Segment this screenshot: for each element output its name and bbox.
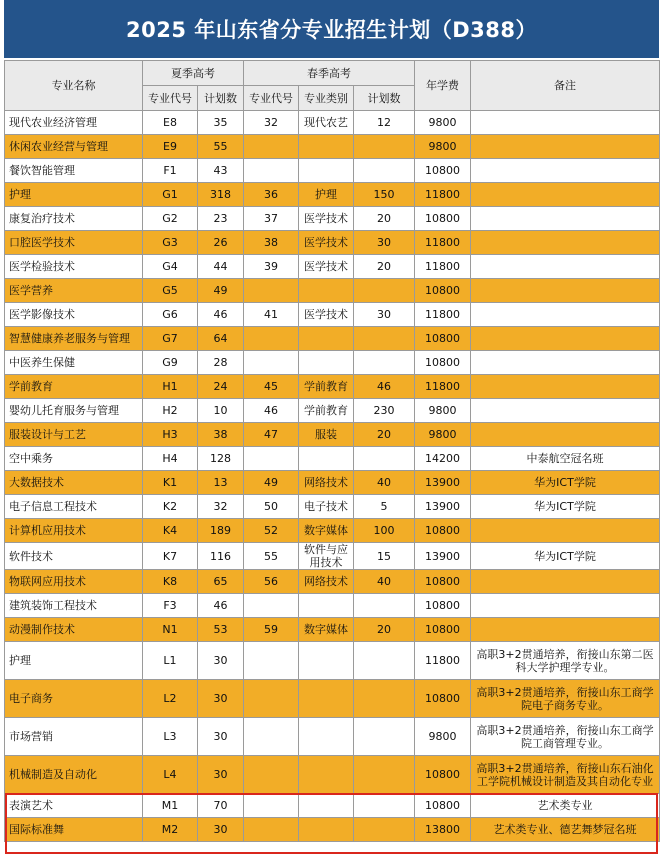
cell-major: 机械制造及自动化 [5,756,143,794]
table-row [5,399,660,423]
table-row [5,794,660,818]
cell-spring-plan: 20 [354,207,415,231]
cell-tuition: 13800 [415,818,471,842]
cell-spring-plan: 46 [354,375,415,399]
cell-spring-category: 网络技术 [299,570,354,594]
cell-spring-code: 39 [244,255,299,279]
cell-note [471,594,660,618]
header-summer-code: 专业代号 [143,86,198,111]
cell-spring-code: 32 [244,111,299,135]
header-major: 专业名称 [5,61,143,111]
cell-summer-plan: 53 [198,618,244,642]
cell-spring-category: 数字媒体 [299,519,354,543]
cell-summer-plan: 44 [198,255,244,279]
cell-spring-plan: 20 [354,618,415,642]
table-row [5,423,660,447]
cell-spring-plan [354,447,415,471]
cell-spring-category: 护理 [299,183,354,207]
cell-summer-plan: 24 [198,375,244,399]
header-spring-category: 专业类别 [299,86,354,111]
table-row [5,594,660,618]
table-row [5,327,660,351]
table-row [5,351,660,375]
cell-summer-code: K2 [143,495,198,519]
cell-summer-plan: 189 [198,519,244,543]
cell-spring-plan [354,680,415,718]
cell-summer-code: L1 [143,642,198,680]
table-row [5,207,660,231]
cell-note: 华为ICT学院 [471,495,660,519]
cell-summer-code: L4 [143,756,198,794]
table-row [5,818,660,842]
cell-summer-code: F1 [143,159,198,183]
cell-spring-plan: 30 [354,231,415,255]
cell-note [471,207,660,231]
cell-major: 护理 [5,183,143,207]
cell-spring-category [299,159,354,183]
cell-spring-code [244,642,299,680]
cell-spring-code [244,327,299,351]
table-body [5,111,660,842]
table-row [5,642,660,680]
cell-summer-plan: 318 [198,183,244,207]
cell-spring-plan: 5 [354,495,415,519]
cell-spring-category: 现代农艺 [299,111,354,135]
cell-summer-code: L3 [143,718,198,756]
cell-summer-plan: 128 [198,447,244,471]
cell-summer-code: H2 [143,399,198,423]
cell-spring-code [244,680,299,718]
cell-note: 艺术类专业 [471,794,660,818]
cell-summer-plan: 28 [198,351,244,375]
table-row [5,135,660,159]
cell-spring-plan: 20 [354,423,415,447]
cell-summer-code: L2 [143,680,198,718]
header-row-group [5,61,660,86]
cell-spring-plan [354,594,415,618]
cell-summer-plan: 32 [198,495,244,519]
cell-summer-code: H3 [143,423,198,447]
cell-summer-code: G7 [143,327,198,351]
cell-spring-code: 59 [244,618,299,642]
cell-spring-category [299,135,354,159]
cell-tuition: 10800 [415,756,471,794]
cell-summer-code: H4 [143,447,198,471]
cell-spring-code [244,351,299,375]
cell-tuition: 11800 [415,231,471,255]
table-row [5,375,660,399]
cell-spring-category [299,718,354,756]
cell-major: 中医养生保健 [5,351,143,375]
cell-summer-code: G2 [143,207,198,231]
cell-tuition: 10800 [415,794,471,818]
cell-spring-category [299,279,354,303]
cell-spring-code [244,818,299,842]
cell-tuition: 10800 [415,519,471,543]
cell-spring-category [299,594,354,618]
cell-summer-code: K4 [143,519,198,543]
header-spring-exam: 春季高考 [244,61,415,86]
cell-spring-category: 电子技术 [299,495,354,519]
cell-spring-code: 49 [244,471,299,495]
cell-tuition: 10800 [415,570,471,594]
header-spring-plan: 计划数 [354,86,415,111]
cell-spring-category [299,794,354,818]
cell-summer-code: G9 [143,351,198,375]
cell-tuition: 11800 [415,255,471,279]
cell-spring-plan [354,718,415,756]
table-row [5,255,660,279]
cell-note: 高职3+2贯通培养，衔接山东第二医科大学护理学专业。 [471,642,660,680]
table-row [5,756,660,794]
cell-note: 高职3+2贯通培养，衔接山东工商学院电子商务专业。 [471,680,660,718]
cell-major: 国际标准舞 [5,818,143,842]
cell-spring-code: 41 [244,303,299,327]
cell-major: 计算机应用技术 [5,519,143,543]
cell-note [471,351,660,375]
cell-note: 高职3+2贯通培养，衔接山东石油化工学院机械设计制造及其自动化专业 [471,756,660,794]
cell-summer-code: E8 [143,111,198,135]
cell-spring-plan [354,794,415,818]
cell-spring-plan [354,159,415,183]
cell-tuition: 11800 [415,303,471,327]
cell-summer-plan: 55 [198,135,244,159]
cell-summer-code: G5 [143,279,198,303]
cell-spring-category: 医学技术 [299,255,354,279]
cell-spring-code: 36 [244,183,299,207]
cell-summer-plan: 70 [198,794,244,818]
cell-spring-code: 37 [244,207,299,231]
table-row [5,570,660,594]
cell-tuition: 9800 [415,423,471,447]
table-row [5,279,660,303]
cell-major: 软件技术 [5,543,143,570]
cell-summer-plan: 116 [198,543,244,570]
cell-spring-code: 52 [244,519,299,543]
cell-spring-category [299,818,354,842]
table-row [5,303,660,327]
cell-major: 建筑装饰工程技术 [5,594,143,618]
table-row [5,447,660,471]
cell-tuition: 11800 [415,642,471,680]
cell-spring-code [244,447,299,471]
cell-spring-category: 软件与应用技术 [299,543,354,570]
cell-major: 餐饮智能管理 [5,159,143,183]
cell-summer-plan: 46 [198,594,244,618]
cell-tuition: 14200 [415,447,471,471]
cell-spring-code: 46 [244,399,299,423]
cell-major: 物联网应用技术 [5,570,143,594]
cell-major: 服装设计与工艺 [5,423,143,447]
cell-summer-code: M1 [143,794,198,818]
table-row [5,718,660,756]
cell-major: 电子商务 [5,680,143,718]
cell-spring-category: 网络技术 [299,471,354,495]
cell-tuition: 10800 [415,594,471,618]
cell-tuition: 9800 [415,111,471,135]
cell-major: 表演艺术 [5,794,143,818]
cell-major: 学前教育 [5,375,143,399]
cell-major: 婴幼儿托育服务与管理 [5,399,143,423]
header-summer-exam: 夏季高考 [143,61,244,86]
cell-tuition: 10800 [415,159,471,183]
cell-spring-code: 55 [244,543,299,570]
cell-note [471,231,660,255]
cell-major: 康复治疗技术 [5,207,143,231]
cell-note: 艺术类专业、德艺舞梦冠名班 [471,818,660,842]
cell-summer-plan: 30 [198,680,244,718]
cell-summer-code: N1 [143,618,198,642]
cell-summer-code: G4 [143,255,198,279]
cell-spring-code: 50 [244,495,299,519]
cell-note [471,255,660,279]
cell-summer-plan: 35 [198,111,244,135]
cell-summer-plan: 65 [198,570,244,594]
table-row [5,111,660,135]
cell-summer-plan: 43 [198,159,244,183]
cell-spring-plan: 40 [354,471,415,495]
cell-major: 护理 [5,642,143,680]
cell-note [471,519,660,543]
cell-summer-plan: 49 [198,279,244,303]
cell-tuition: 13900 [415,471,471,495]
cell-spring-category: 服装 [299,423,354,447]
cell-summer-code: G6 [143,303,198,327]
cell-note: 华为ICT学院 [471,543,660,570]
cell-spring-category: 医学技术 [299,207,354,231]
cell-note [471,111,660,135]
table-row [5,159,660,183]
cell-major: 电子信息工程技术 [5,495,143,519]
cell-note [471,279,660,303]
cell-note [471,159,660,183]
cell-spring-plan: 40 [354,570,415,594]
cell-major: 医学检验技术 [5,255,143,279]
cell-note [471,570,660,594]
cell-note [471,618,660,642]
cell-spring-code [244,279,299,303]
cell-major: 口腔医学技术 [5,231,143,255]
cell-spring-plan [354,818,415,842]
cell-summer-plan: 26 [198,231,244,255]
cell-note [471,375,660,399]
table-row [5,543,660,570]
cell-tuition: 10800 [415,279,471,303]
cell-note [471,135,660,159]
cell-spring-plan: 230 [354,399,415,423]
cell-summer-plan: 30 [198,818,244,842]
cell-tuition: 9800 [415,718,471,756]
cell-tuition: 11800 [415,375,471,399]
cell-spring-plan [354,327,415,351]
cell-spring-code [244,594,299,618]
cell-spring-category: 数字媒体 [299,618,354,642]
cell-tuition: 13900 [415,495,471,519]
cell-summer-code: F3 [143,594,198,618]
table-row [5,618,660,642]
cell-note [471,303,660,327]
cell-spring-category: 学前教育 [299,375,354,399]
cell-tuition: 10800 [415,207,471,231]
page-title: 2025 年山东省分专业招生计划（D388） [4,0,659,58]
header-tuition: 年学费 [415,61,471,111]
cell-major: 医学营养 [5,279,143,303]
table-row [5,680,660,718]
cell-spring-category [299,351,354,375]
cell-major: 智慧健康养老服务与管理 [5,327,143,351]
header-summer-plan: 计划数 [198,86,244,111]
cell-summer-plan: 10 [198,399,244,423]
cell-spring-plan: 12 [354,111,415,135]
cell-spring-code [244,756,299,794]
cell-spring-code: 56 [244,570,299,594]
cell-summer-code: G3 [143,231,198,255]
cell-summer-plan: 23 [198,207,244,231]
cell-summer-code: K1 [143,471,198,495]
header-note: 备注 [471,61,660,111]
cell-spring-code [244,794,299,818]
header-spring-code: 专业代号 [244,86,299,111]
cell-spring-plan: 150 [354,183,415,207]
cell-major: 市场营销 [5,718,143,756]
cell-spring-plan [354,642,415,680]
enrollment-table [4,60,660,842]
cell-note: 华为ICT学院 [471,471,660,495]
cell-tuition: 10800 [415,618,471,642]
cell-spring-category: 医学技术 [299,231,354,255]
cell-tuition: 11800 [415,183,471,207]
cell-note [471,399,660,423]
cell-spring-plan [354,756,415,794]
table-row [5,183,660,207]
cell-spring-plan [354,135,415,159]
cell-summer-plan: 30 [198,718,244,756]
cell-summer-plan: 30 [198,642,244,680]
cell-summer-plan: 64 [198,327,244,351]
cell-spring-code [244,135,299,159]
cell-spring-category: 医学技术 [299,303,354,327]
cell-spring-code: 47 [244,423,299,447]
table-row [5,471,660,495]
cell-summer-code: E9 [143,135,198,159]
cell-note [471,423,660,447]
cell-spring-plan: 20 [354,255,415,279]
cell-spring-code [244,718,299,756]
cell-spring-plan: 15 [354,543,415,570]
cell-tuition: 9800 [415,135,471,159]
cell-summer-code: K8 [143,570,198,594]
table-row [5,231,660,255]
cell-note: 高职3+2贯通培养，衔接山东工商学院工商管理专业。 [471,718,660,756]
cell-spring-category: 学前教育 [299,399,354,423]
cell-major: 现代农业经济管理 [5,111,143,135]
cell-spring-category [299,680,354,718]
cell-spring-category [299,327,354,351]
table-row [5,495,660,519]
cell-spring-plan: 30 [354,303,415,327]
cell-note [471,327,660,351]
cell-spring-plan [354,351,415,375]
cell-summer-plan: 13 [198,471,244,495]
cell-major: 休闲农业经营与管理 [5,135,143,159]
cell-spring-plan [354,279,415,303]
cell-summer-plan: 38 [198,423,244,447]
cell-summer-plan: 30 [198,756,244,794]
cell-major: 大数据技术 [5,471,143,495]
cell-summer-code: G1 [143,183,198,207]
cell-major: 空中乘务 [5,447,143,471]
cell-note [471,183,660,207]
cell-tuition: 10800 [415,680,471,718]
cell-tuition: 10800 [415,327,471,351]
cell-major: 动漫制作技术 [5,618,143,642]
cell-spring-category [299,642,354,680]
cell-summer-code: M2 [143,818,198,842]
cell-spring-code [244,159,299,183]
table-row [5,519,660,543]
cell-spring-category [299,447,354,471]
cell-summer-code: H1 [143,375,198,399]
cell-spring-plan: 100 [354,519,415,543]
cell-tuition: 10800 [415,351,471,375]
cell-summer-plan: 46 [198,303,244,327]
cell-tuition: 9800 [415,399,471,423]
cell-tuition: 13900 [415,543,471,570]
cell-note: 中泰航空冠名班 [471,447,660,471]
cell-major: 医学影像技术 [5,303,143,327]
cell-summer-code: K7 [143,543,198,570]
cell-spring-code: 45 [244,375,299,399]
cell-spring-category [299,756,354,794]
cell-spring-code: 38 [244,231,299,255]
